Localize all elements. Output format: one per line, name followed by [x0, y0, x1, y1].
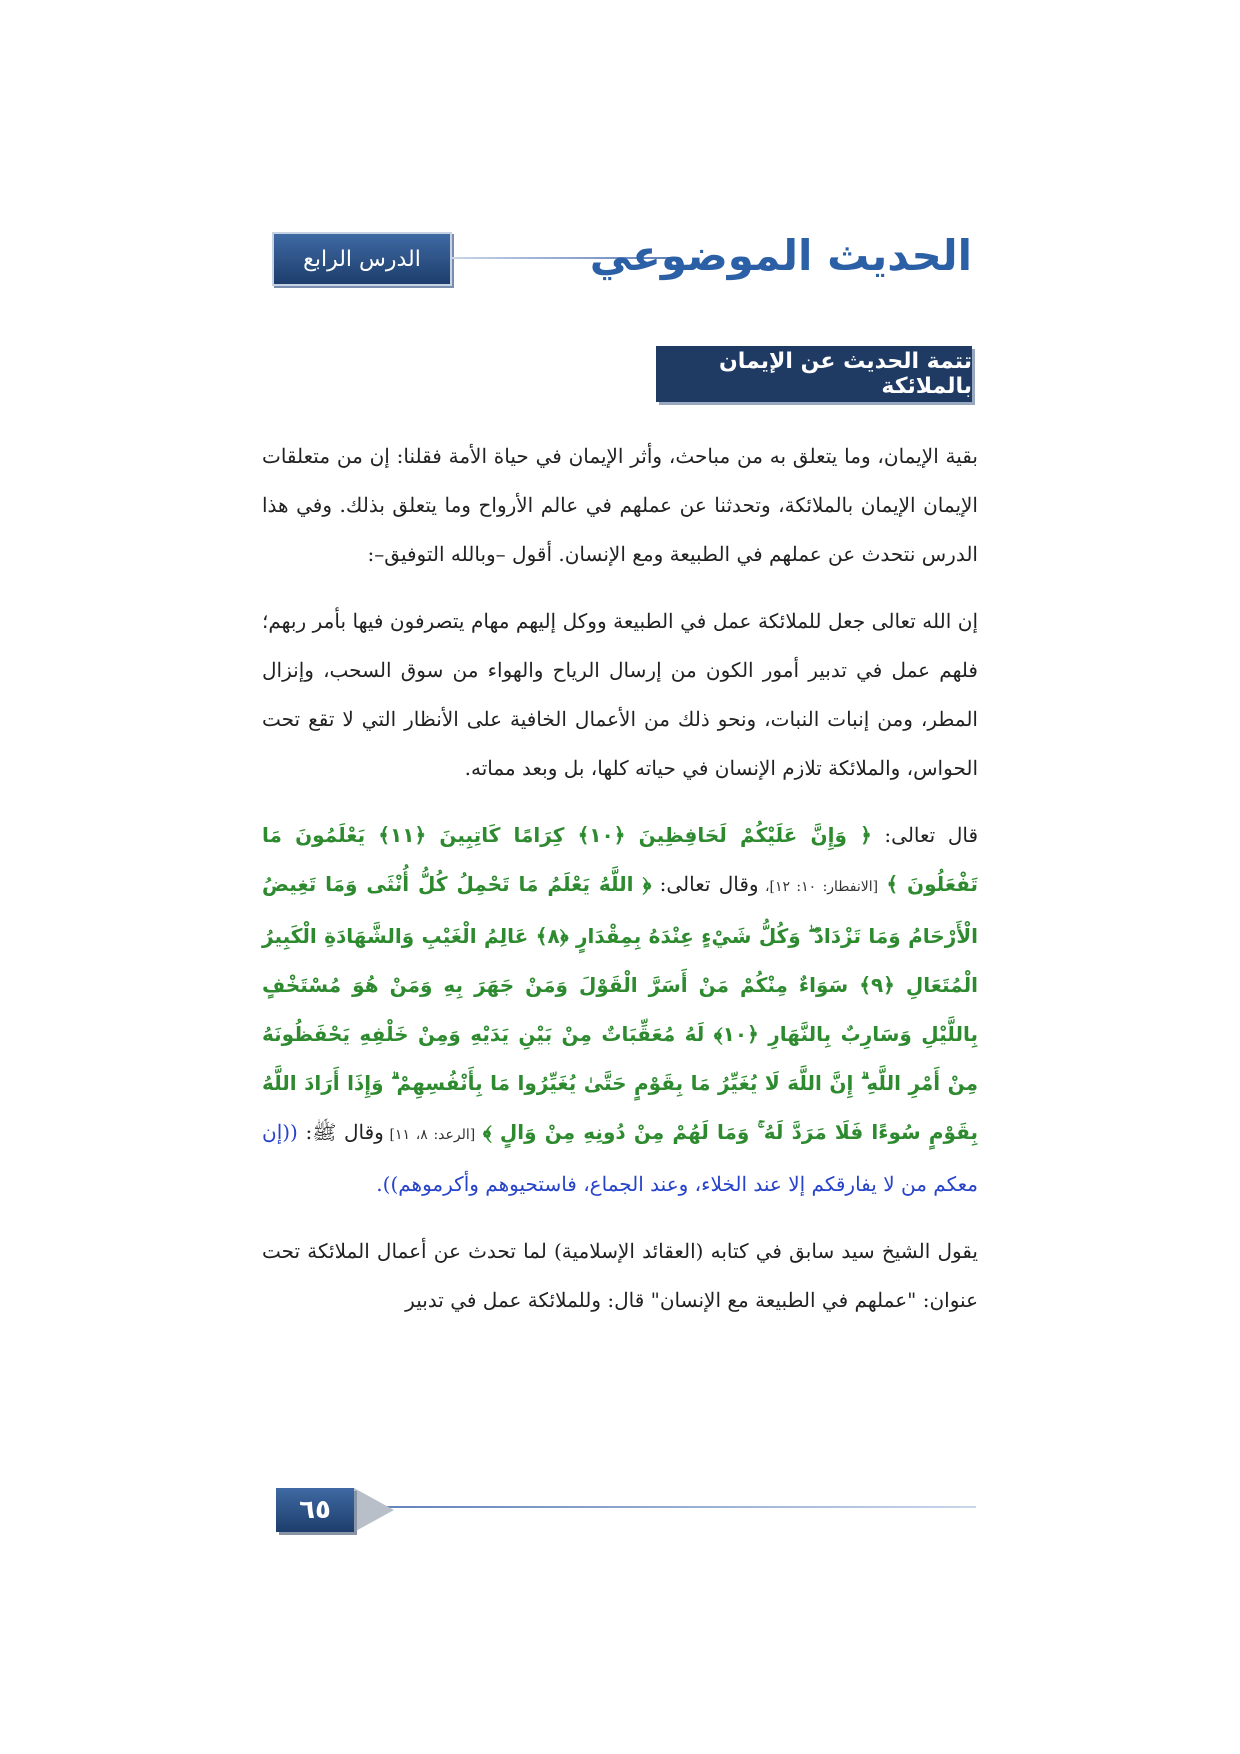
- subject-title: الحديث الموضوعي: [589, 231, 972, 280]
- verse-reference-infitar: [الانفطار: ١٠: ١٢]،: [758, 879, 879, 895]
- hadith-text: ((إن معكم من لا يفارقكم إلا عند الخلاء، وعند الجماع، فاستحيوهم وأكرموهم)).: [262, 1120, 978, 1196]
- prophet-said: وقال ﷺ:: [297, 1120, 384, 1144]
- quran-verse-raad: ﴿ اللَّهُ يَعْلَمُ مَا تَحْمِلُ كُلُّ أُنْثَى وَمَا تَغِيضُ الْأَرْحَامُ وَمَا تَزْدَادُ ۖ وَكُلُّ شَيْءٍ عِنْدَهُ بِمِقْدَارٍ ﴿٨﴾ عَالِمُ الْغَيْبِ وَالشَّهَادَةِ الْكَبِيرُ الْمُتَعَالِ ﴿٩﴾ سَوَاءٌ مِنْكُمْ مَنْ أَسَرَّ الْقَوْلَ وَمَنْ جَهَرَ بِهِ وَمَنْ هُوَ مُسْتَخْفٍ بِاللَّيْلِ وَسَارِبٌ بِالنَّهَارِ ﴿١٠﴾ لَهُ مُعَقِّبَاتٌ مِنْ بَيْنِ يَدَيْهِ وَمِنْ خَلْفِهِ يَحْفَظُونَهُ مِنْ أَمْرِ اللَّهِ ۗ إِنَّ اللَّهَ لَا يُغَيِّرُ مَا بِقَوْمٍ حَتَّىٰ يُغَيِّرُوا مَا بِأَنْفُسِهِمْ ۗ وَإِذَا أَرَادَ اللَّهُ بِقَوْمٍ سُوءًا فَلَا مَرَدَّ لَهُ ۚ وَمَا لَهُمْ مِنْ دُونِهِ مِنْ وَالٍ ﴾: [262, 872, 978, 1144]
- page-number: ٦٥: [276, 1488, 354, 1532]
- page-footer: [276, 1488, 976, 1534]
- paragraph-2: إن الله تعالى جعل للملائكة عمل في الطبيعة ووكل إليهم مهام يتصرفون فيها بأمر ربهم؛ فلهم عمل في تدبير أمور الكون من إرسال الرياح والهواء من سوق السحب، وإنزال المطر، ومن إنبات النبات، ونحو ذلك من الأعمال الخافية على الأنظار التي لا تقع تحت الحواس، والملائكة تلازم الإنسان في حياته كلها، بل وبعد مماته.: [262, 609, 979, 780]
- paragraph-3-intro: قال تعالى:: [871, 823, 979, 847]
- verse-reference-raad: [الرعد: ٨، ١١]: [383, 1127, 476, 1143]
- paragraph-3-mid: وقال تعالى:: [651, 872, 759, 896]
- paragraph-3: [262, 811, 978, 1209]
- paragraph-4: يقول الشيخ سيد سابق في كتابه (العقائد الإسلامية) لما تحدث عن أعمال الملائكة تحت عنوان: "عملهم في الطبيعة مع الإنسان" قال: وللملائكة عمل في تدبير: [262, 1239, 978, 1312]
- page-header: [272, 226, 972, 286]
- quran-verse-infitar: ﴿ وَإِنَّ عَلَيْكُمْ لَحَافِظِينَ ﴿١٠﴾ كِرَامًا كَاتِبِينَ ﴿١١﴾ يَعْلَمُونَ مَا تَفْعَلُونَ ﴾: [262, 823, 979, 896]
- page-number-shadow: [354, 1488, 394, 1532]
- footer-divider: [358, 1506, 976, 1508]
- lesson-badge: الدرس الرابع: [272, 232, 452, 286]
- section-heading: تتمة الحديث عن الإيمان بالملائكة: [656, 346, 972, 402]
- paragraph-1: بقية الإيمان، وما يتعلق به من مباحث، وأثر الإيمان في حياة الأمة فقلنا: إن من متعلقات الإيمان الإيمان بالملائكة، وتحدثنا عن عملهم في عالم الأرواح وما يتعلق بذلك. وفي هذا الدرس نتحدث عن عملهم في الطبيعة ومع الإنسان. أقول –وبالله التوفيق–:: [262, 444, 978, 566]
- body-text: [262, 432, 978, 1343]
